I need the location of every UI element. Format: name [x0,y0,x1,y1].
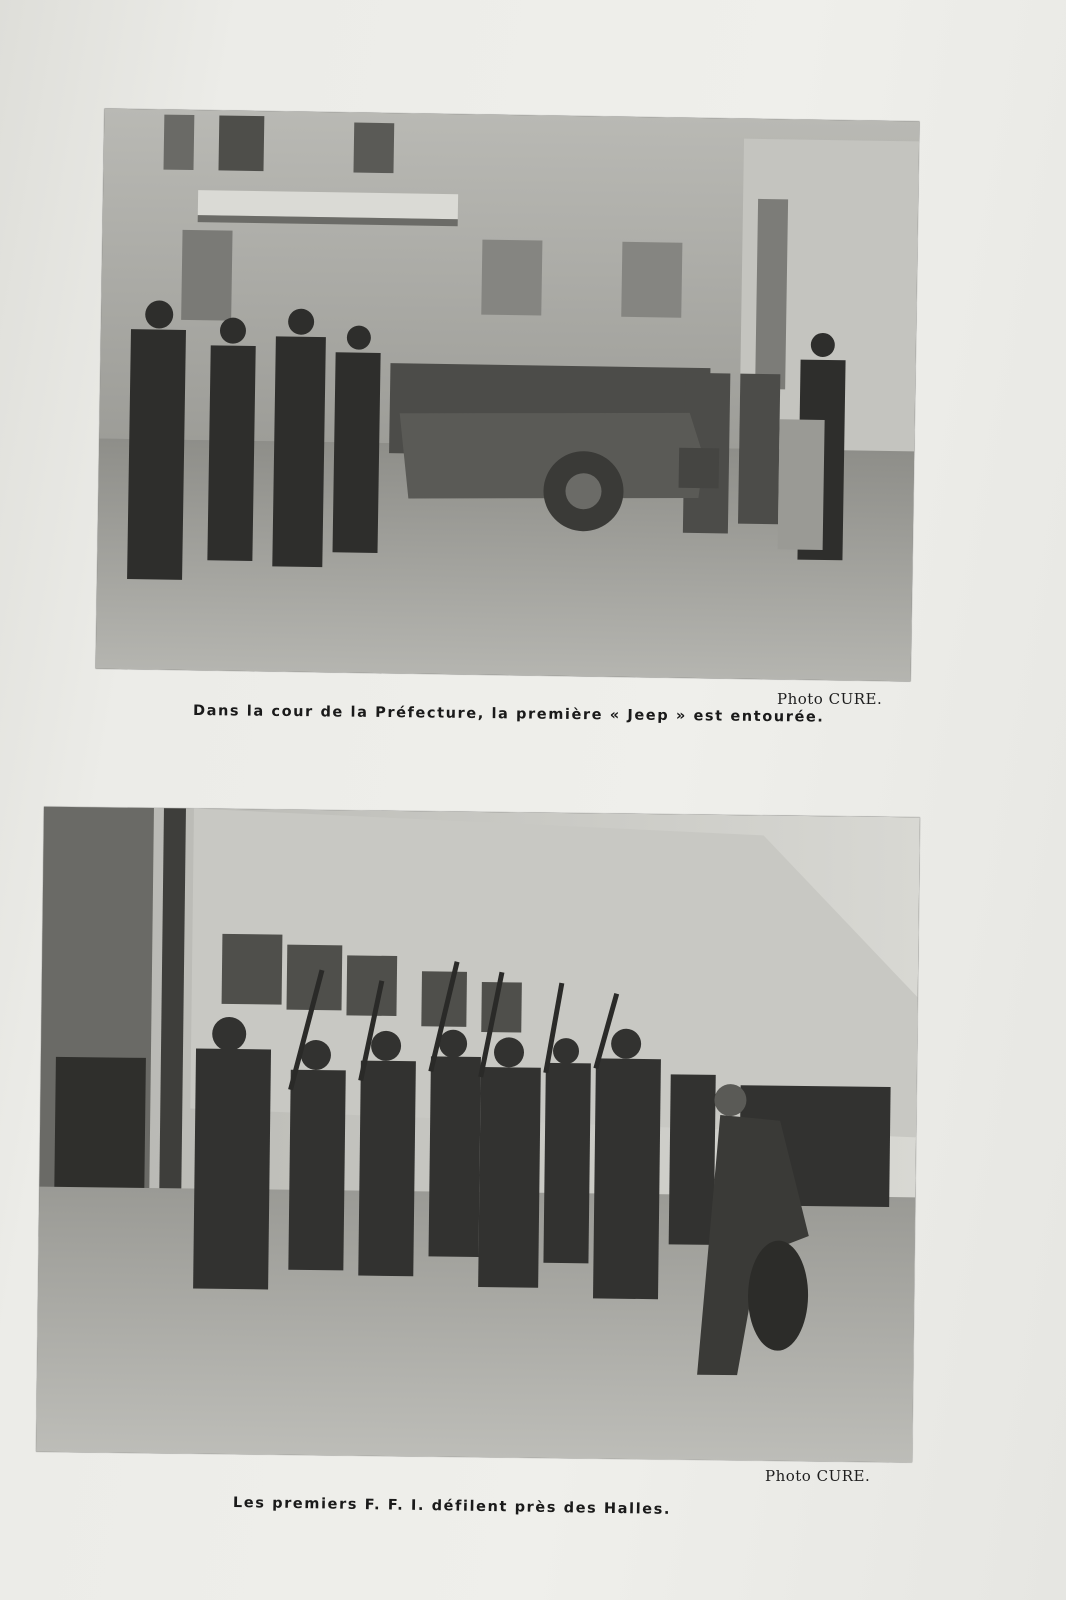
photo-credit: Photo CURE. [765,1467,871,1485]
photo-caption: Les premiers F. F. I. défilent près des Halles. [232,1495,672,1518]
photo-ffi-parade-image [36,807,920,1463]
photo-credit: Photo CURE. [777,690,883,708]
photo-ffi-parade [36,807,920,1463]
photo-jeep-prefecture-image [96,109,920,682]
photo-jeep-prefecture [96,109,920,682]
photo-caption: Dans la cour de la Préfecture, la première « Jeep » est entourée. [192,703,825,726]
